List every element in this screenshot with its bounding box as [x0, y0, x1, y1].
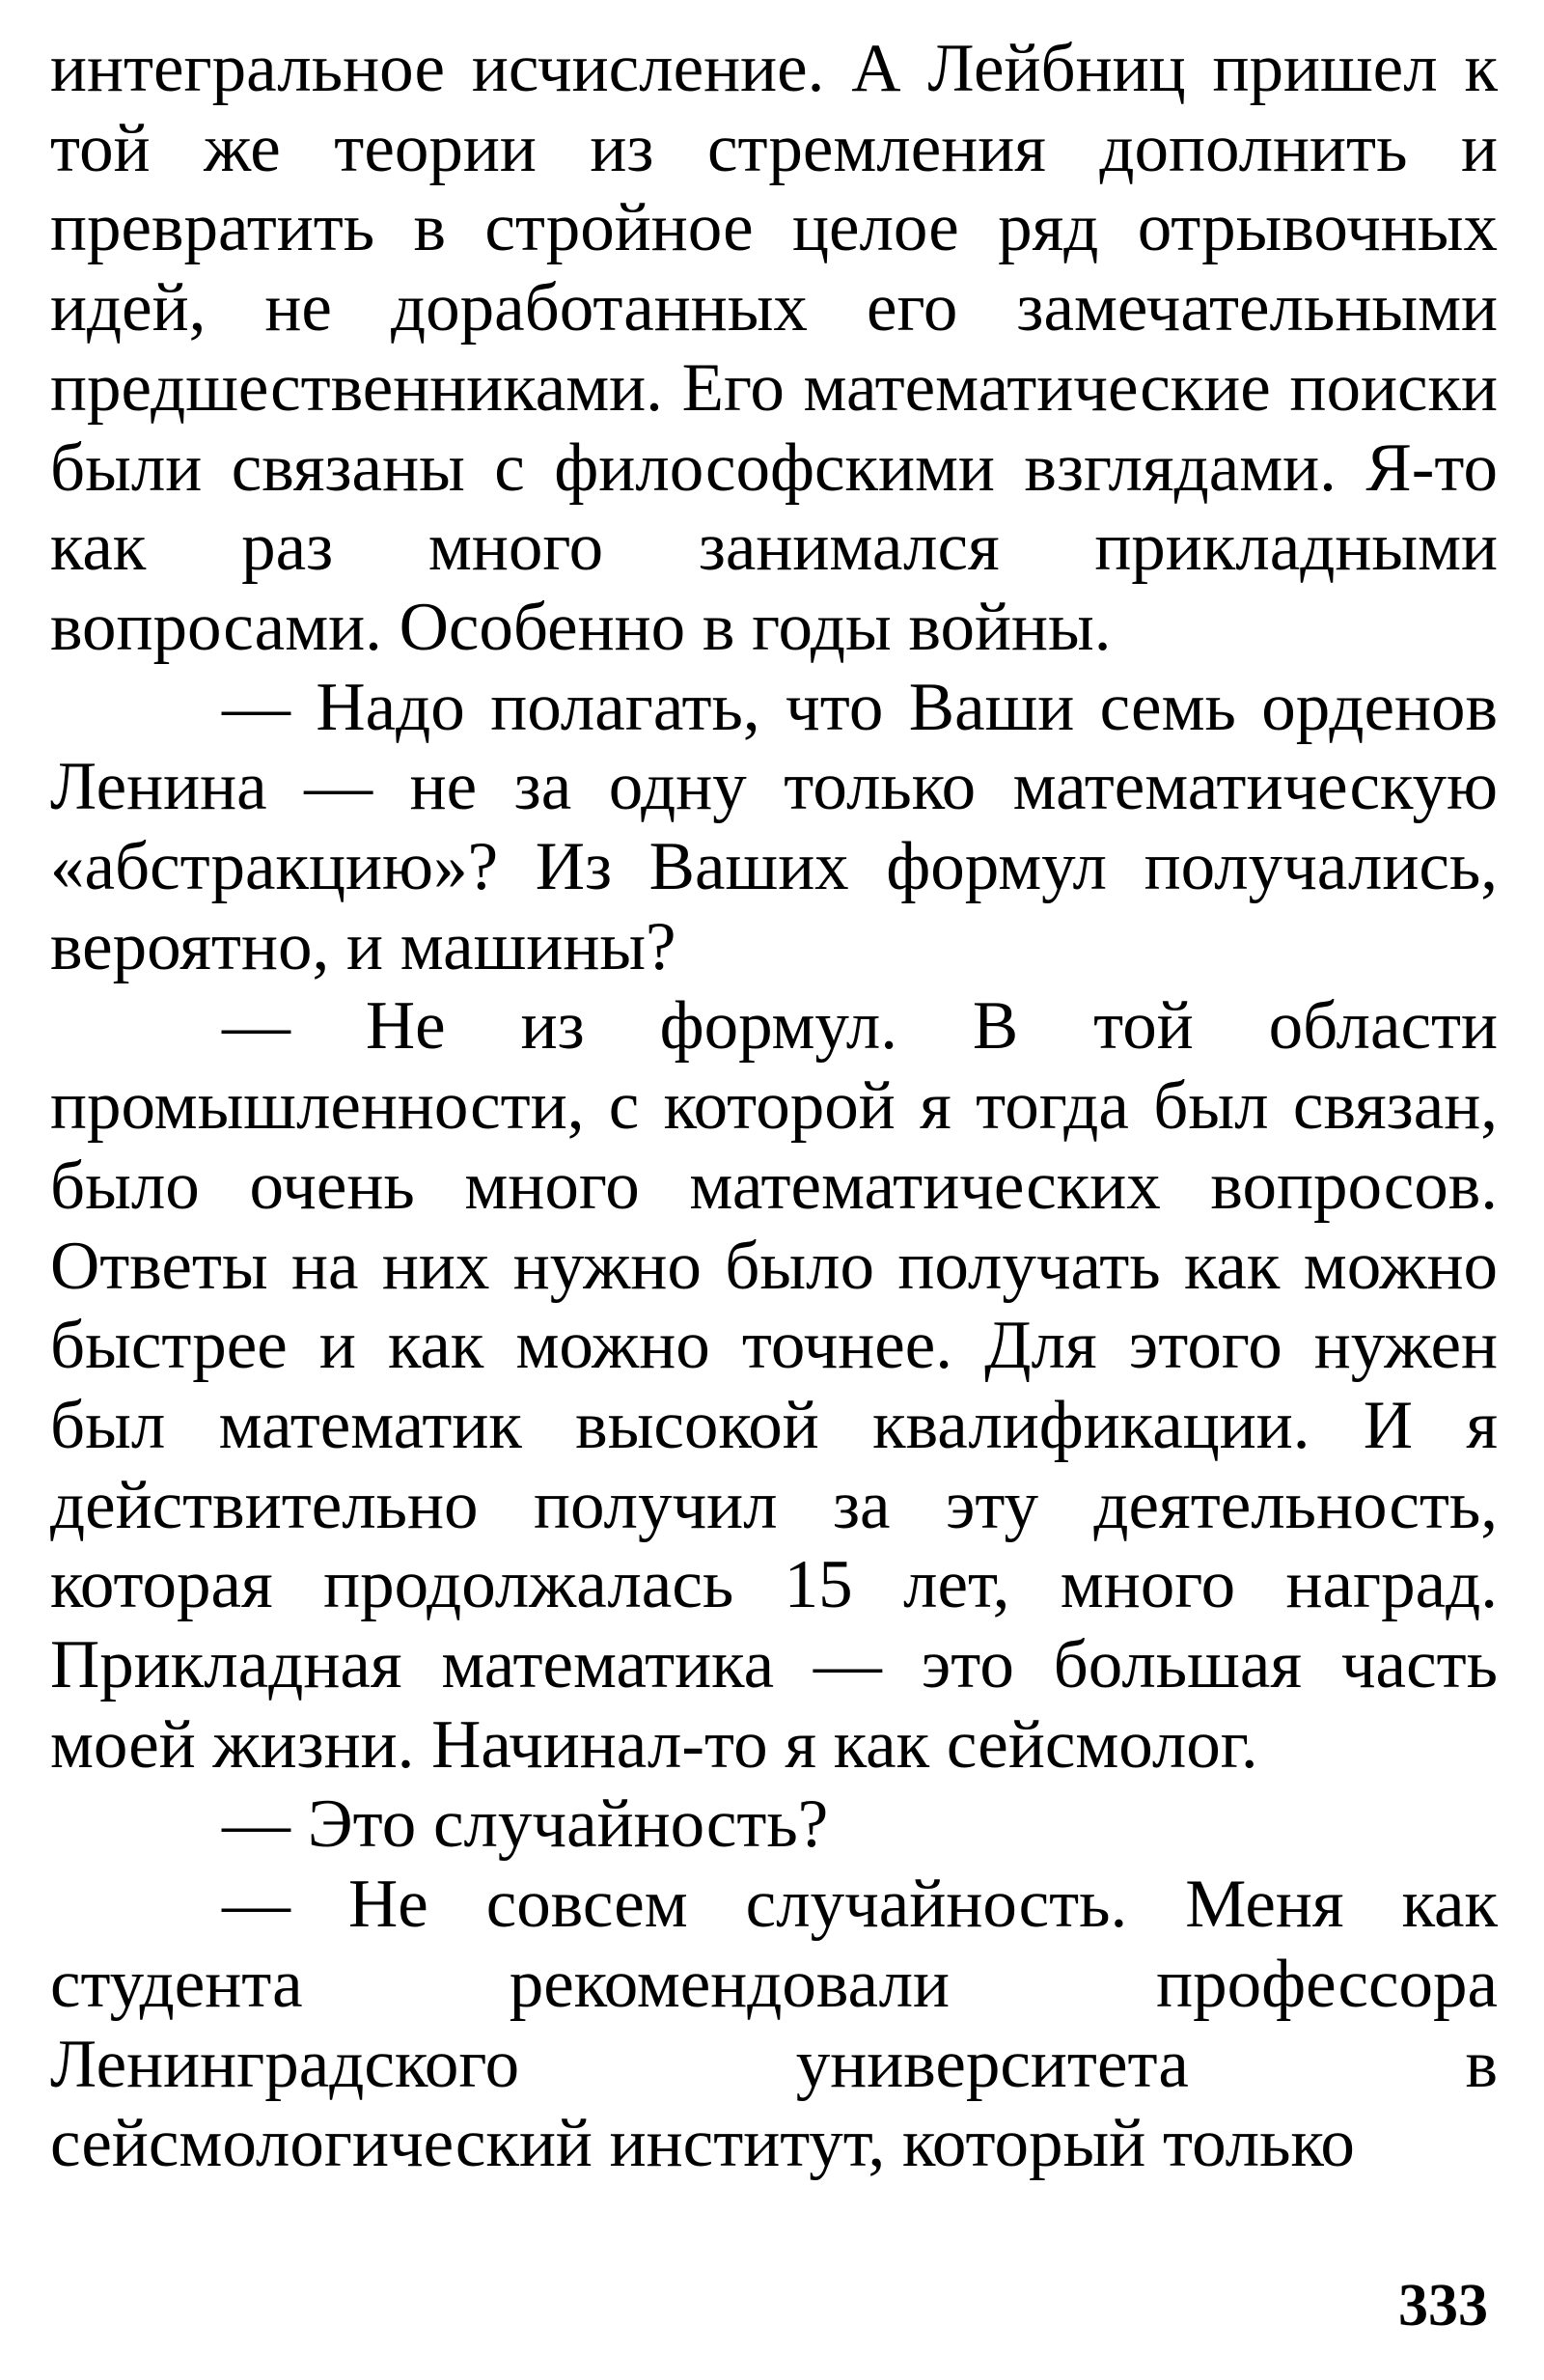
paragraph-question-chance: — Это случайность?	[222, 1786, 829, 1863]
paragraph-question-orders: — Надо полагать, что Ваши семь орденов Ленина — не за одну только математическую «абстракцию»? Из Ваших формул получались, вероятно, и машины?	[50, 669, 1498, 984]
paragraph-answer-industry: — Не из формул. В той области промышленности, с которой я тогда был связан, было очень много математических вопросов. Ответы на них нужно было получать как можно быстрее и как можно точнее. Для этого нужен был математик высокой квалификации. И я действительно получил за эту деятельность, которая продолжалась 15 лет, много наград. Прикладная математика — это большая часть моей жизни. Начинал-то я как сейсмолог.	[50, 988, 1498, 1783]
paragraph-leibniz: интегральное исчисление. А Лейбниц пришел к той же теории из стремления дополнить и превратить в стройное целое ряд отрывочных идей, не доработанных его замечательными предшественниками. Его математические поиски были связаны с философскими взглядами. Я-то как раз много занимался прикладными вопросами. Особенно в годы войны.	[50, 31, 1498, 665]
paragraph-answer-seismology: — Не совсем случайность. Меня как студента рекомендовали профессора Ленинградского университета в сейсмологический институт, который только	[50, 1867, 1498, 2182]
document-page	[50, 29, 1498, 2278]
page-number: 333	[1398, 2273, 1488, 2338]
